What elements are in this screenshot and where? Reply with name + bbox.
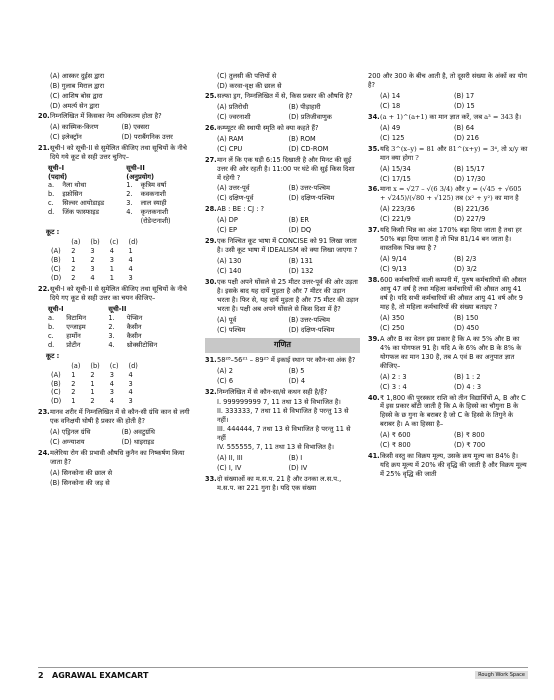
question-20: 20. निम्नलिखित में किसका नेम अधिकतम होता है? xyxy=(38,111,162,120)
match-table-21: सूची–I सूची–II (पदार्थ) (अनुप्रयोग) a. नैला थोथा 1. कृत्रिम वर्षा b. इफ्रोसिन 2. कवकनाशी c. सिल्वर आयोडाइड 3. लाल स्याही d. जिंक फास्फाइड 4. कृन्तकनाशी (रोडेन्टनाशी) xyxy=(48,163,171,226)
question-22: 22. सूची-I को सूची-II से सुमेलित कीजिए तथा सूचियों के नीचे दिये गए कूट से सही उत्तर का चयन कीजिए– xyxy=(38,284,187,302)
column-3 xyxy=(368,72,528,481)
question-33-cont: 200 और 300 के बीच आती है, तो दूसरी संख्या के अंकों का योग है? xyxy=(368,72,527,89)
options-31: (A) 2 (B) 5 (C) 6 (D) 4 xyxy=(217,366,306,385)
options-32: (A) II, III (B) I (C) I, IV (D) IV xyxy=(217,454,308,473)
statements-32: I. 999999999 7, 11 तथा 13 से विभाजित है। II. 333333, 7 तथा 11 से विभाजित है परन्तु 13 से नहीं। III. 444444, 7 तथा 13 से विभाजित है परन्तु 11 से नहीं IV. 555555, 7, 11 तथा 13 से विभाजित है। xyxy=(217,398,351,452)
question-33: 33. दो संख्याओं का म.स.प. 21 है और उनका ल.स.प., म.स.प. का 221 गुना है। यदि एक संख्या xyxy=(205,475,342,493)
options-37: (A) 9/14 (B) 2/3 (C) 9/13 (D) 3/2 xyxy=(380,255,477,274)
options-40: (A) ₹ 600 (B) ₹ 800 (C) ₹ 800 (D) ₹ 700 xyxy=(380,431,486,450)
question-24: 24. मलेरिया रोग की प्रभावी औषधि कुनैन का निष्कर्षण किया जाता है? xyxy=(38,449,185,467)
section-heading: गणित xyxy=(205,338,360,353)
options-34: (A) 49 (B) 64 (C) 125 (D) 216 xyxy=(380,123,479,142)
code-label: कूट : xyxy=(46,228,60,237)
question-30: 30. एक पक्षी अपने घोंसले से 25 मीटर उत्तर-पूर्व की ओर उड़ता है। इसके बाद यह दायें मुड़ता है और 7 मीटर की उड़ान भरता है। फिर से, यह दायें मुड़ता है और 75 मीटर की उड़ान भरता है। पक्षी अब अपने घोंसले से किस दिशा में है? xyxy=(205,278,359,313)
question-39: 39. A और B का वेतन इस प्रकार है कि A का 5% और B का 4% का योगफल 91 है। यदि A के 6% और B के 8% के योगफल का मान 130 है, तब A एवं B का अनुपात ज्ञात कीजिए– xyxy=(368,334,522,370)
option: (A) आस्कर दुईस द्वारा xyxy=(50,72,105,80)
options-38: (A) 350 (B) 150 (C) 250 (D) 450 xyxy=(380,313,479,332)
options-25: (A) प्रतिरोधी (B) पीड़ाहारी (C) ज्वरनाशी (D) प्रतिजीवाणुक xyxy=(217,102,332,121)
options-35: (A) 15/34 (B) 15/17 (C) 17/15 (D) 17/30 xyxy=(380,164,486,183)
question-21: 21. सूची-I को सूची-II से सुमेलित कीजिए तथा सूचियों के नीचे दिये गये कूट से सही उत्तर चुनिए– xyxy=(38,143,187,161)
question-28: 28. AB : BE : CJ : ? xyxy=(205,205,265,214)
options-29: (A) 130 (B) 131 (C) 140 (D) 132 xyxy=(217,257,314,276)
options-28: (A) DP (B) ER (C) EP (D) DQ xyxy=(217,216,312,235)
code-table-22: (a) (b) (c) (d) (A) 1 2 3 4 (B) 2 1 4 3 (C) 2 1 3 4 (D) 1 2 4 3 xyxy=(51,361,138,406)
options-30: (A) पूर्व (B) उत्तर-पश्चिम (C) पश्चिम (D) दक्षिण-पश्चिम xyxy=(217,315,335,334)
options-26: (A) RAM (B) ROM (C) CPU (D) CD-ROM xyxy=(217,134,329,153)
option: (D) अमर्त्य सेन द्वारा xyxy=(50,101,100,110)
question-32: 32. निम्नलिखित में से कौन-सा/से कथन सही है/हैं? xyxy=(205,387,328,396)
page-footer xyxy=(38,667,528,682)
page-number: 2 xyxy=(38,671,44,680)
option: (B) गुलाब मिराल द्वारा xyxy=(50,81,105,90)
question-31: 31. 58²⁸–56²¹ – 89²⁵ में इकाई स्थान पर कौन-सा अंक है? xyxy=(205,355,356,364)
question-35: 35. यदि 3^(x–y) = 81 और 81^(x+y) = 3⁴, तो x/y का मान क्या होगा ? xyxy=(368,144,528,162)
question-37: 37. यदि किसी भिन्न का अंश 170% बढ़ा दिया जाता है तथा हर 50% बढ़ा दिया जाता है तो भिन्न 81/14 बन जाता है। वास्तविक भिन्न क्या है ? xyxy=(368,226,522,253)
question-34: 34. (a + 1)^(a+1) का मान ज्ञात करें, जब a³ = 343 है। xyxy=(368,112,522,121)
match-table-22: सूची-I सूची-II a. विटामिन 1. पेप्सिन b. एन्जाइम 2. कैसीन c. हार्मोन 3. कैसीन d. प्रोटीन 4. थ्रोक्सीटोसिन xyxy=(48,304,158,349)
column-1 xyxy=(38,72,193,489)
question-40: 40. ₹ 1,800 की पुरस्कार राशि को तीन विद्यार्थियों A, B और C में इस प्रकार बाँटी जाती है कि A के हिस्से का चौगुना B के हिस्से के छ गुना के बराबर है जो C के हिस्से के तिगुने के बराबर है। A का हिस्सा है– xyxy=(368,393,526,429)
question-26: 26. कम्प्यूटर की स्थायी स्मृति को क्या कहते हैं? xyxy=(205,123,319,132)
question-38: 38. 600 कर्मचारियों वाली कम्पनी में, पुरुष कर्मचारियों की औसत आयु 47 वर्ष है तथा महिला कर्मचारियों की औसत आयु 41 वर्ष है। यदि सभी कर्मचारियों की औसत आयु 41 वर्ष और 9 माह है, तो महिला कर्मचारियों की संख्या बताइए ? xyxy=(368,276,527,311)
options-20: (A) कास्मिक-किरण (B) एक्सरा (C) इलेक्ट्रॉन (D) पराबैंगनिक उत्तर xyxy=(50,122,173,141)
options-24: (A) सिनकोना की छाल से (B) सिनकोना की जड़ से xyxy=(50,469,113,488)
question-23: 23. मानव शरीर में निम्नलिखित में से कौन-सी ग्रंथि कान से लगी एक वनिक्षयी घोषी है प्रकार की होती है? xyxy=(38,408,190,426)
options-33: (A) 14 (B) 17 (C) 18 (D) 15 xyxy=(380,91,475,110)
code-table-21: (a) (b) (c) (d) (A) 2 3 4 1 (B) 1 2 3 4 (C) 2 3 1 4 (D) 2 4 1 3 xyxy=(51,238,138,283)
options-23: (A) एड्रिनल ग्रंथि (B) अवटुग्रंथि (C) अग्न्याशय (D) थाइराइड xyxy=(50,428,155,447)
options-prev-question xyxy=(50,72,193,111)
column-2 xyxy=(205,72,360,495)
brand-logo-text: AGRAWAL EXAMCART xyxy=(52,671,149,680)
question-36: 36. माना x = √27 – √(6 3/4) और y = (√45 + √605 + √245)/(√80 + √125) तब (x² + y²) का मान है xyxy=(368,185,522,203)
options-27: (A) उत्तर-पूर्व (B) उत्तर-पश्चिम (C) दक्षिण-पूर्व (D) दक्षिण-पश्चिम xyxy=(217,184,335,203)
code-label: कूट : xyxy=(46,351,60,360)
option: (C) आशिष बोस द्वारा xyxy=(50,91,103,100)
options-36: (A) 223/36 (B) 221/36 (C) 221/9 (D) 227/9 xyxy=(380,205,489,224)
question-29: 29. एक निश्चित कूट भाषा में CONCISE को 91 लिखा जाता है। उसी कूट भाषा में IDEALISM को क्या लिखा जाएगा ? xyxy=(205,237,358,255)
options-39: (A) 2 : 3 (B) 1 : 2 (C) 3 : 4 (D) 4 : 3 xyxy=(380,372,482,391)
options-24-cont: (C) तुलसी की पत्तियों से (D) करवा-वृक्ष की छाल से xyxy=(217,72,282,90)
question-41: 41. किसी वस्तु का विक्रय मूल्य, उसके क्रय मूल्य का 84% है। यदि क्रय मूल्य में 20% की वृद्धि की जाती है और विक्रय मूल्य में 25% वृद्धि की जाती xyxy=(368,452,527,479)
question-25: 25. सल्फा ड्रग, निम्नलिखित में से, किस प्रकार की औषधि है? xyxy=(205,91,353,100)
question-27: 27. मान लें कि एक घड़ी 6:15 दिखाती है और मिनट की सुई उत्तर की ओर रहती है। 11:00 पर घंटे की सुई किस दिशा में रहेगी ? xyxy=(205,155,355,182)
rough-work-tag: Rough Work Space xyxy=(475,671,528,679)
